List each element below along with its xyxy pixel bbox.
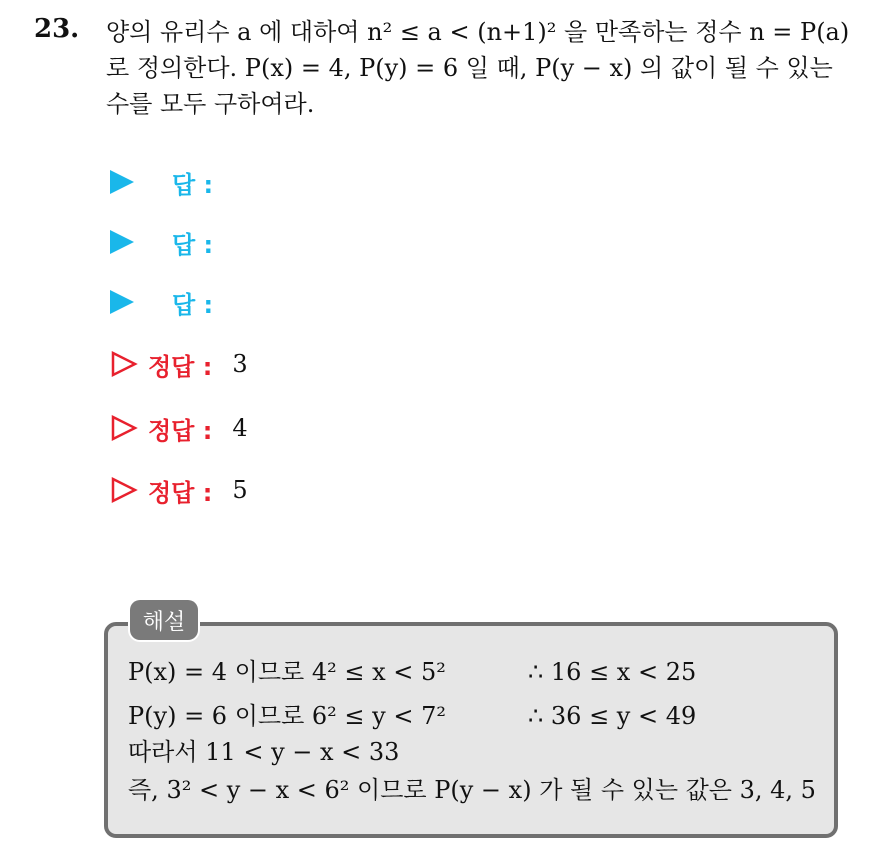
correct-answer-value: 3 [232,350,248,378]
answer-blank-label: 답 : [172,290,214,319]
correct-answer-row [110,408,410,448]
solution-line-2-right: ∴ 36 ≤ y < 49 [528,702,697,730]
solution-line-2-left: P(y) = 6 이므로 6² ≤ y < 7² [128,702,446,730]
answer-blank-label: 답 : [172,230,214,259]
question-line-3: 수를 모두 구하여라. [106,90,315,118]
correct-answer-row [110,470,410,510]
solution-line-2 [128,700,697,732]
question-line-1: 양의 유리수 a 에 대하여 n² ≤ a < (n+1)² 을 만족하는 정수 n = P(a) [106,18,850,46]
answer-blank-label: 답 : [172,170,214,199]
question-text [106,14,866,122]
outline-triangle-icon [110,350,138,378]
solution-line-4: 즉, 3² < y − x < 6² 이므로 P(y − x) 가 될 수 있는 값은 3, 4, 5 [128,776,816,804]
question-line-2: 로 정의한다. P(x) = 4, P(y) = 6 일 때, P(y − x) 의 값이 될 수 있는 [106,54,833,82]
answer-blank-row[interactable] [110,282,410,322]
outline-triangle-icon [110,414,138,442]
correct-answer-value: 5 [232,476,248,504]
filled-triangle-icon [110,230,134,254]
correct-answer-row [110,344,410,384]
answer-blank-row[interactable] [110,222,410,262]
correct-answer-label: 정답 : [148,478,213,507]
solution-tab: 해설 [130,600,198,640]
solution-line-3: 따라서 11 < y − x < 33 [128,738,400,766]
correct-answer-value: 4 [232,414,248,442]
solution-box [104,622,838,838]
question-number: 23. [34,14,80,44]
solution-line-1 [128,656,697,688]
filled-triangle-icon [110,290,134,314]
outline-triangle-icon [110,476,138,504]
correct-answer-label: 정답 : [148,416,213,445]
solution-line-1-right: ∴ 16 ≤ x < 25 [528,658,697,686]
correct-answer-label: 정답 : [148,352,213,381]
filled-triangle-icon [110,170,134,194]
answer-blank-row[interactable] [110,162,410,202]
solution-line-1-left: P(x) = 4 이므로 4² ≤ x < 5² [128,658,446,686]
